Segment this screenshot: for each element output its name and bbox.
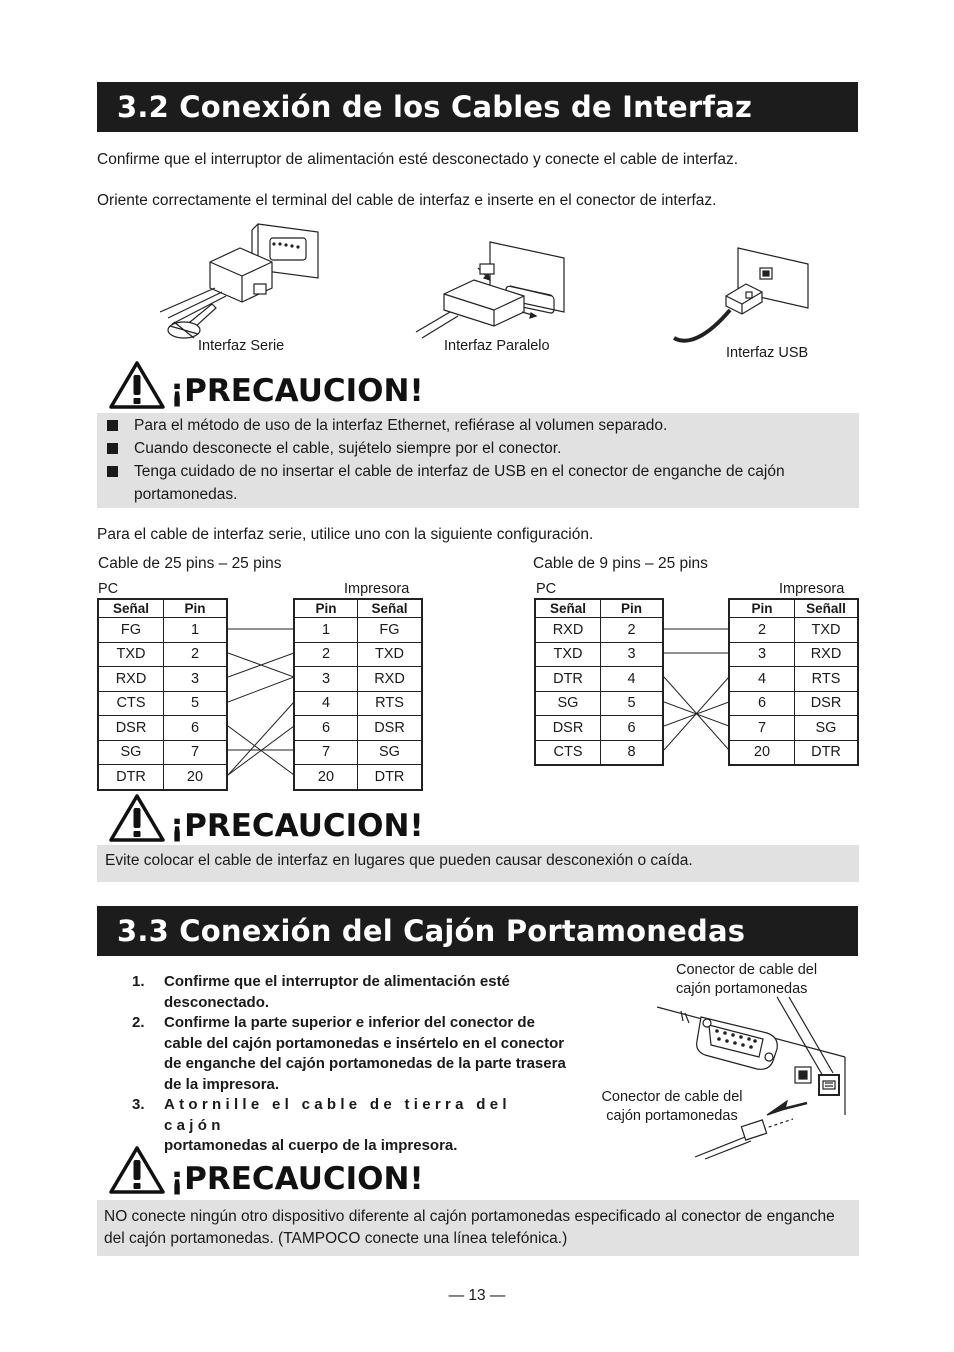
table-row <box>729 716 858 741</box>
table-cell: FG <box>358 618 423 643</box>
table-cell: 2 <box>164 642 228 667</box>
step-item: 1. Confirme que el interruptor de alimentación esté desconectado. <box>132 973 510 1011</box>
table-cell: 3 <box>729 642 795 667</box>
page-number: — 13 — <box>448 1287 506 1304</box>
table-cell: 20 <box>294 765 358 790</box>
table-cell: CTS <box>98 691 164 716</box>
table-cell: 5 <box>164 691 228 716</box>
step-item: 3. Atornille el cable de tierra del cajón portamonedas al cuerpo de la impresora. <box>132 1096 511 1154</box>
table-cell: TXD <box>98 642 164 667</box>
table-cell: 20 <box>729 740 795 765</box>
table-row <box>729 740 858 765</box>
table-cell: 2 <box>294 642 358 667</box>
table-row <box>535 642 663 667</box>
table-cell: TXD <box>795 618 859 643</box>
table-cell: 2 <box>601 618 664 643</box>
section-title: 3.2 Conexión de los Cables de Interfaz <box>117 90 753 124</box>
warning-triangle-icon <box>108 1145 166 1195</box>
table-row <box>98 716 227 741</box>
table-row <box>294 642 422 667</box>
table-cell: 6 <box>164 716 228 741</box>
serial-interface-illustration <box>160 222 330 352</box>
table-cell: TXD <box>535 642 601 667</box>
pc-label: PC <box>536 581 557 597</box>
table-row <box>98 740 227 765</box>
table-row <box>729 618 858 643</box>
table-cell: 20 <box>164 765 228 790</box>
pc-pin-table-9 <box>534 598 664 766</box>
col-header: Señal <box>535 599 601 618</box>
table-row <box>98 765 227 790</box>
col-header: Pin <box>729 599 795 618</box>
table-row <box>535 716 663 741</box>
serial-config-intro: Para el cable de interfaz serie, utilice uno con la siguiente configuración. <box>97 526 594 543</box>
table-cell: TXD <box>358 642 423 667</box>
table-cell: 7 <box>729 716 795 741</box>
square-bullet-icon <box>107 420 118 431</box>
table-row <box>729 691 858 716</box>
printer-label: Impresora <box>344 581 410 597</box>
col-header: Señal <box>98 599 164 618</box>
drawer-connector-illustration <box>655 995 855 1160</box>
cable-9-title: Cable de 9 pins – 25 pins <box>533 555 708 572</box>
table-cell: DTR <box>358 765 423 790</box>
table-cell: RXD <box>535 618 601 643</box>
square-bullet-icon <box>107 466 118 477</box>
table-cell: DTR <box>795 740 859 765</box>
table-cell: 6 <box>294 716 358 741</box>
caution-title: ¡PRECAUCION! <box>170 373 424 409</box>
steps-list <box>132 972 577 1157</box>
caution-box: Para el método de uso de la interfaz Ethernet, refiérase al volumen separado. Cuando desconecte el cable, sujételo siempre por el conector. Tenga cuidado de no insertar el cable de interfaz de USB en el conector de enganche de cajón portamonedas. <box>97 413 859 508</box>
table-cell: 4 <box>294 691 358 716</box>
wiring-diagram-25 <box>228 616 294 792</box>
table-cell: FG <box>98 618 164 643</box>
printer-label: Impresora <box>779 581 845 597</box>
table-cell: SG <box>535 691 601 716</box>
table-cell: DSR <box>98 716 164 741</box>
table-row <box>294 740 422 765</box>
table-cell: 7 <box>294 740 358 765</box>
col-header: Pin <box>601 599 664 618</box>
intro-paragraph-1: Confirme que el interruptor de alimentación esté desconectado y conecte el cable de interfaz. <box>97 151 739 168</box>
table-row <box>294 716 422 741</box>
table-cell: DTR <box>98 765 164 790</box>
caution-text: NO conecte ningún otro dispositivo diferente al cajón portamonedas especificado al conector de enganche del cajón portamonedas. (TAMPOCO conecte una línea telefónica.) <box>104 1208 835 1247</box>
table-cell: 6 <box>601 716 664 741</box>
table-cell: SG <box>98 740 164 765</box>
table-row <box>535 618 663 643</box>
serial-interface-caption: Interfaz Serie <box>198 338 285 354</box>
table-cell: 3 <box>294 667 358 692</box>
warning-triangle-icon <box>108 793 166 843</box>
table-cell: 1 <box>294 618 358 643</box>
caution-title: ¡PRECAUCION! <box>170 808 424 844</box>
printer-pin-table-9 <box>728 598 859 766</box>
table-cell: 5 <box>601 691 664 716</box>
table-cell: 4 <box>729 667 795 692</box>
table-cell: DSR <box>795 691 859 716</box>
section-banner-3-3 <box>97 906 858 956</box>
intro-paragraph-2: Oriente correctamente el terminal del cable de interfaz e inserte en el conector de interfaz. <box>97 192 717 209</box>
table-row <box>98 642 227 667</box>
table-row <box>729 667 858 692</box>
table-row <box>98 691 227 716</box>
figure-label-top: Conector de cable del cajón portamonedas <box>676 962 818 997</box>
usb-interface-illustration <box>668 244 813 352</box>
caution-box <box>97 845 859 882</box>
pc-pin-table-25 <box>97 598 228 791</box>
table-cell: 2 <box>729 618 795 643</box>
step-item: 2. Confirme la parte superior e inferior del conector de cable del cajón portamonedas e insértelo en el conector de enganche del cajón portamonedas de la parte trasera de la impresora. <box>132 1014 566 1093</box>
figure-label-bottom: Conector de cable del cajón portamonedas <box>601 1089 743 1124</box>
col-header: Pin <box>164 599 228 618</box>
table-cell: 3 <box>164 667 228 692</box>
section-title: 3.3 Conexión del Cajón Portamonedas <box>117 914 746 948</box>
table-row <box>729 642 858 667</box>
table-row <box>535 691 663 716</box>
table-cell: RTS <box>795 667 859 692</box>
caution-title: ¡PRECAUCION! <box>170 1161 424 1197</box>
col-header: Señall <box>795 599 859 618</box>
cable-25-title: Cable de 25 pins – 25 pins <box>98 555 282 572</box>
table-cell: 1 <box>164 618 228 643</box>
table-cell: 8 <box>601 740 664 765</box>
warning-triangle-icon <box>108 360 166 410</box>
table-row <box>294 667 422 692</box>
table-cell: DSR <box>535 716 601 741</box>
col-header: Señal <box>358 599 423 618</box>
table-cell: 4 <box>601 667 664 692</box>
table-cell: RXD <box>358 667 423 692</box>
table-cell: RXD <box>98 667 164 692</box>
square-bullet-icon <box>107 443 118 454</box>
table-cell: DSR <box>358 716 423 741</box>
table-cell: DTR <box>535 667 601 692</box>
table-row <box>98 667 227 692</box>
caution-text: Evite colocar el cable de interfaz en lugares que pueden causar desconexión o caída. <box>105 852 693 869</box>
table-row <box>535 667 663 692</box>
table-row <box>535 740 663 765</box>
usb-interface-caption: Interfaz USB <box>726 345 809 361</box>
table-row <box>294 618 422 643</box>
table-cell: RTS <box>358 691 423 716</box>
caution-box <box>97 1200 859 1256</box>
table-cell: 6 <box>729 691 795 716</box>
table-cell: SG <box>795 716 859 741</box>
table-row <box>294 691 422 716</box>
section-banner-3-2 <box>97 82 858 132</box>
pc-label: PC <box>98 581 119 597</box>
col-header: Pin <box>294 599 358 618</box>
table-cell: 3 <box>601 642 664 667</box>
table-row <box>294 765 422 790</box>
table-cell: RXD <box>795 642 859 667</box>
table-cell: SG <box>358 740 423 765</box>
table-row <box>98 618 227 643</box>
wiring-diagram-9 <box>664 616 729 766</box>
table-cell: 7 <box>164 740 228 765</box>
printer-pin-table-25 <box>293 598 423 791</box>
parallel-interface-caption: Interfaz Paralelo <box>444 338 550 354</box>
parallel-interface-illustration <box>414 240 574 340</box>
table-cell: CTS <box>535 740 601 765</box>
